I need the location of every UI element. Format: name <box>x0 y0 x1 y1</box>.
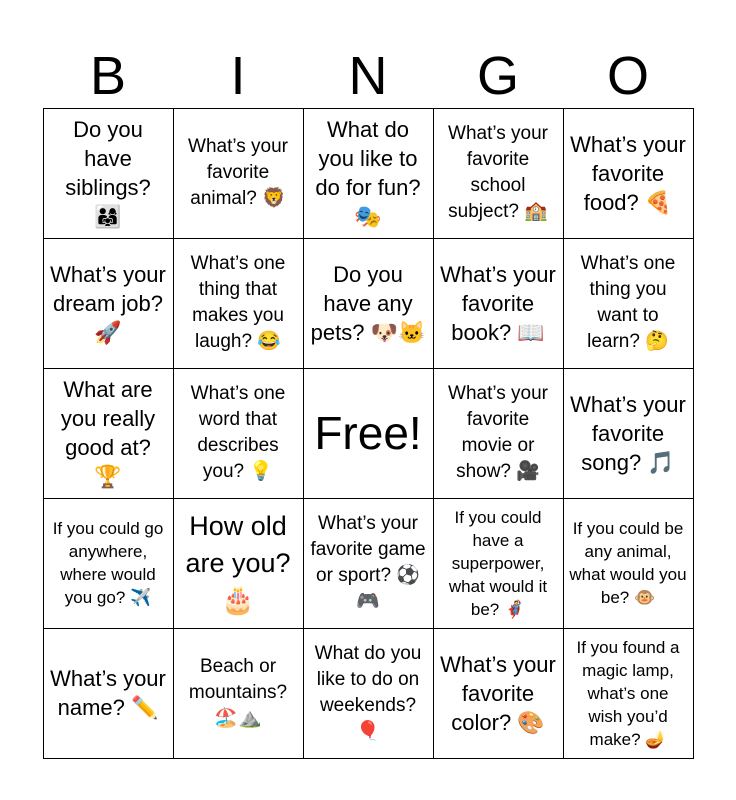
bingo-cell-text: Do you have siblings? 👨‍👩‍👧 <box>65 117 151 229</box>
bingo-cell[interactable] <box>303 628 434 759</box>
bingo-cell-text: Do you have any pets? 🐶🐱 <box>310 261 426 345</box>
bingo-board <box>43 108 694 759</box>
free-space-cell[interactable] <box>303 368 434 499</box>
bingo-cell-text: What’s your favorite animal? 🦁 <box>188 136 288 209</box>
bingo-cell[interactable] <box>563 498 694 629</box>
bingo-cell[interactable] <box>173 108 304 239</box>
bingo-cell[interactable] <box>433 628 564 759</box>
bingo-cell[interactable] <box>173 628 304 759</box>
bingo-cell-text: What’s your favorite color? 🎨 <box>440 651 556 735</box>
bingo-cell-text: What’s one thing that makes you laugh? 😂 <box>190 253 286 352</box>
bingo-cell[interactable] <box>563 368 694 499</box>
bingo-cell-text: If you could go anywhere, where would you go? ✈️ <box>52 519 164 607</box>
bingo-cell-text: What’s one word that describes you? 💡 <box>190 383 286 482</box>
bingo-cell[interactable] <box>173 238 304 369</box>
bingo-cell[interactable] <box>563 108 694 239</box>
bingo-cell[interactable] <box>303 238 434 369</box>
header-letter-i: I <box>230 46 246 106</box>
bingo-cell-text: What’s your favorite school subject? 🏫 <box>448 123 548 222</box>
bingo-cell[interactable] <box>433 368 564 499</box>
bingo-cell-text: If you found a magic lamp, what’s one wish you’d make? 🪔 <box>576 637 680 749</box>
bingo-cell-text: What’s your favorite game or sport? ⚽🎮 <box>310 513 426 612</box>
bingo-cell[interactable] <box>303 108 434 239</box>
bingo-cell[interactable] <box>43 108 174 239</box>
bingo-cell[interactable] <box>303 498 434 629</box>
header-letter-n: N <box>348 46 388 106</box>
bingo-cell[interactable] <box>433 108 564 239</box>
bingo-cell[interactable] <box>433 498 564 629</box>
bingo-cell[interactable] <box>563 238 694 369</box>
bingo-cell-text: Beach or mountains? 🏖️⛰️ <box>188 656 288 729</box>
bingo-cell-text: How old are you? 🎂 <box>185 510 291 615</box>
bingo-cell[interactable] <box>43 498 174 629</box>
bingo-cell-text: What’s your favorite food? 🍕 <box>570 131 686 215</box>
bingo-cell-text: What’s your favorite book? 📖 <box>440 261 556 345</box>
bingo-cell-text: What’s your dream job? 🚀 <box>50 261 166 345</box>
bingo-cell[interactable] <box>173 498 304 629</box>
bingo-cell[interactable] <box>433 238 564 369</box>
bingo-cell-text: If you could be any animal, what would you be? 🐵 <box>569 519 687 607</box>
bingo-cell-text: What’s your favorite movie or show? 🎥 <box>448 383 548 482</box>
bingo-cell[interactable] <box>43 238 174 369</box>
bingo-cell-text: Free! <box>314 407 422 459</box>
bingo-cell-text: What’s one thing you want to learn? 🤔 <box>580 253 676 352</box>
bingo-cell[interactable] <box>43 628 174 759</box>
bingo-cell-text: What are you really good at? 🏆 <box>60 377 156 489</box>
header-letter-g: G <box>476 46 519 106</box>
bingo-cell-text: What do you like to do for fun? 🎭 <box>315 117 421 229</box>
bingo-cell[interactable] <box>563 628 694 759</box>
header-letter-b: B <box>89 46 127 106</box>
bingo-cell-text: If you could have a superpower, what would it be? 🦸 <box>448 507 548 619</box>
bingo-header <box>43 44 693 108</box>
bingo-cell-text: What’s your name? ✏️ <box>50 666 166 720</box>
bingo-cell-text: What do you like to do on weekends? 🎈 <box>314 643 422 742</box>
bingo-cell-text: What’s your favorite song? 🎵 <box>570 391 686 475</box>
header-letter-o: O <box>606 46 649 106</box>
bingo-cell[interactable] <box>43 368 174 499</box>
bingo-cell[interactable] <box>173 368 304 499</box>
